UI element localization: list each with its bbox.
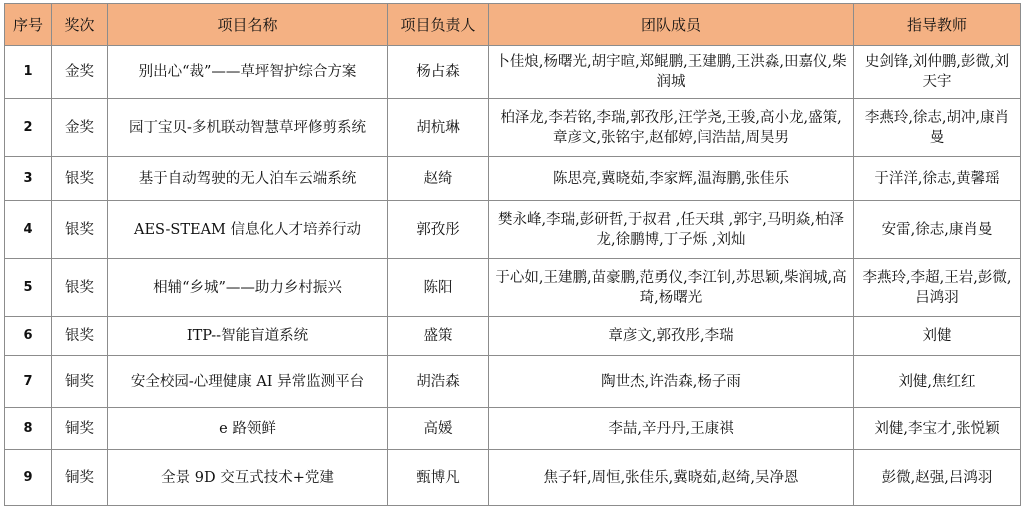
cell-teachers: 安雷,徐志,康肖曼: [854, 201, 1021, 259]
cell-teachers: 刘健,焦红红: [854, 356, 1021, 408]
cell-teachers: 史剑锋,刘仲鹏,彭微,刘天宇: [854, 46, 1021, 99]
cell-award: 金奖: [52, 99, 108, 157]
cell-leader: 郭孜彤: [388, 201, 489, 259]
cell-members: 陈思亮,冀晓茹,李家辉,温海鹏,张佳乐: [489, 157, 854, 201]
cell-award: 铜奖: [52, 408, 108, 450]
cell-project-name: 别出心“裁”——草坪智护综合方案: [108, 46, 388, 99]
cell-leader: 胡浩森: [388, 356, 489, 408]
table-row: [5, 201, 1021, 259]
cell-leader: 高媛: [388, 408, 489, 450]
cell-leader: 胡杭琳: [388, 99, 489, 157]
awards-table: [4, 3, 1021, 506]
cell-project-name: 全景 9D 交互式技术+党建: [108, 450, 388, 506]
cell-project-name: 基于自动驾驶的无人泊车云端系统: [108, 157, 388, 201]
cell-leader: 杨占森: [388, 46, 489, 99]
cell-award: 银奖: [52, 157, 108, 201]
cell-seq: 8: [5, 408, 52, 450]
cell-project-name: 园丁宝贝-多机联动智慧草坪修剪系统: [108, 99, 388, 157]
cell-seq: 9: [5, 450, 52, 506]
header-teachers: 指导教师: [854, 4, 1021, 46]
cell-seq: 5: [5, 259, 52, 317]
table-row: [5, 408, 1021, 450]
header-row: [5, 4, 1021, 46]
cell-leader: 赵绮: [388, 157, 489, 201]
header-project-name: 项目名称: [108, 4, 388, 46]
header-seq: 序号: [5, 4, 52, 46]
cell-award: 银奖: [52, 317, 108, 356]
cell-seq: 7: [5, 356, 52, 408]
cell-members: 焦子轩,周恒,张佳乐,冀晓茹,赵绮,吴净恩: [489, 450, 854, 506]
cell-leader: 盛策: [388, 317, 489, 356]
cell-members: 于心如,王建鹏,苗豪鹏,范勇仪,李江钊,苏思颖,柴润城,高琦,杨曙光: [489, 259, 854, 317]
cell-members: 柏泽龙,李若铭,李瑞,郭孜彤,汪学尧,王骏,高小龙,盛策,章彦文,张铭宇,赵郁婷,闫浩喆,周昊男: [489, 99, 854, 157]
cell-members: 樊永峰,李瑞,彭研哲,于叔君 ,任天琪 ,郭宇,马明焱,柏泽龙,徐鹏博,丁子烁 ,刘灿: [489, 201, 854, 259]
cell-teachers: 于洋洋,徐志,黄馨瑶: [854, 157, 1021, 201]
cell-members: 李喆,辛丹丹,王康祺: [489, 408, 854, 450]
cell-teachers: 李燕玲,徐志,胡冲,康肖曼: [854, 99, 1021, 157]
table-row: [5, 157, 1021, 201]
cell-award: 银奖: [52, 201, 108, 259]
cell-project-name: 相辅“乡城”——助力乡村振兴: [108, 259, 388, 317]
cell-project-name: AES-STEAM 信息化人才培养行动: [108, 201, 388, 259]
cell-members: 卜佳烺,杨曙光,胡宇暄,郑鲲鹏,王建鹏,王洪淼,田嘉仪,柴润城: [489, 46, 854, 99]
cell-project-name: e 路领鲜: [108, 408, 388, 450]
cell-award: 银奖: [52, 259, 108, 317]
cell-seq: 2: [5, 99, 52, 157]
cell-project-name: ITP--智能盲道系统: [108, 317, 388, 356]
cell-members: 陶世杰,许浩森,杨子雨: [489, 356, 854, 408]
cell-award: 铜奖: [52, 356, 108, 408]
table-row: [5, 46, 1021, 99]
cell-teachers: 李燕玲,李超,王岩,彭微,吕鸿羽: [854, 259, 1021, 317]
header-award: 奖次: [52, 4, 108, 46]
cell-teachers: 刘健: [854, 317, 1021, 356]
cell-award: 铜奖: [52, 450, 108, 506]
header-leader: 项目负责人: [388, 4, 489, 46]
table-row: [5, 450, 1021, 506]
cell-teachers: 刘健,李宝才,张悦颖: [854, 408, 1021, 450]
cell-teachers: 彭微,赵强,吕鸿羽: [854, 450, 1021, 506]
cell-leader: 陈阳: [388, 259, 489, 317]
table-row: [5, 317, 1021, 356]
cell-leader: 甄博凡: [388, 450, 489, 506]
table-row: [5, 356, 1021, 408]
cell-seq: 1: [5, 46, 52, 99]
table-row: [5, 99, 1021, 157]
cell-award: 金奖: [52, 46, 108, 99]
table-row: [5, 259, 1021, 317]
cell-seq: 3: [5, 157, 52, 201]
cell-seq: 6: [5, 317, 52, 356]
cell-seq: 4: [5, 201, 52, 259]
header-members: 团队成员: [489, 4, 854, 46]
cell-members: 章彦文,郭孜彤,李瑞: [489, 317, 854, 356]
cell-project-name: 安全校园-心理健康 AI 异常监测平台: [108, 356, 388, 408]
